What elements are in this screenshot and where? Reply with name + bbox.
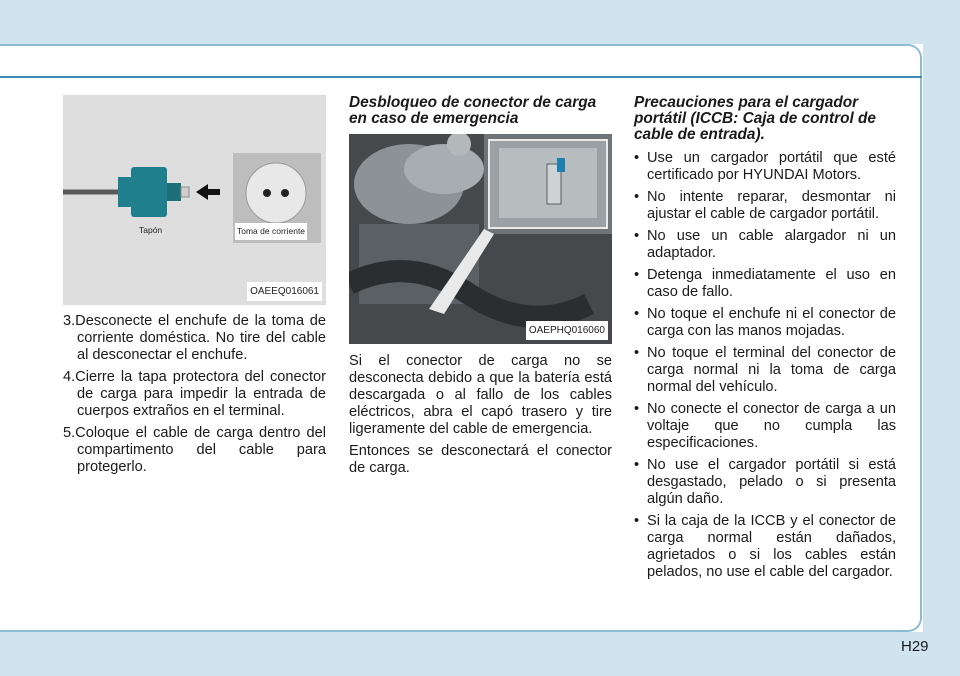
list-item-text: Detenga inmediatamente el uso en caso de fallo. — [647, 267, 896, 300]
list-item-text: No toque el terminal del conector de carga normal ni la toma de carga normal del vehículo. — [647, 345, 896, 395]
precautions-list — [634, 150, 896, 581]
bottom-band — [0, 632, 960, 676]
list-item — [634, 306, 896, 340]
column-2 — [349, 95, 612, 477]
list-item — [634, 267, 896, 301]
figure-code: OAEEQ016061 — [247, 282, 322, 301]
list-item — [634, 228, 896, 262]
page-number: H29 — [901, 638, 929, 655]
steps-list — [63, 313, 326, 476]
socket-label: Toma de corriente — [235, 223, 307, 240]
list-item-text: No toque el enchufe ni el conector de carga con las manos mojadas. — [647, 306, 896, 339]
list-item-text: No intente reparar, desmontar ni ajustar el cable de cargador portátil. — [647, 189, 896, 222]
list-item-text: No use un cable alargador ni un adaptador. — [647, 228, 896, 261]
bullet-icon: • — [634, 345, 640, 361]
bullet-icon: • — [634, 457, 640, 473]
bullet-icon: • — [634, 228, 640, 244]
list-item: 5.Coloque el cable de carga dentro del compartimento del cable para protegerlo. — [63, 425, 326, 475]
top-band — [0, 0, 960, 44]
engine-bay-illustration — [349, 134, 612, 344]
figure-code: OAEPHQ016060 — [526, 321, 608, 340]
list-item — [634, 457, 896, 508]
bullet-icon: • — [634, 267, 640, 283]
paragraph: Si el conector de carga no se desconecta debido a que la batería está descargada o al fallo de los cables eléctricos, abra el capó trasero y tire ligeramente del cable de emergencia. — [349, 353, 612, 437]
bullet-icon: • — [634, 150, 640, 166]
list-item: 3.Desconecte el enchufe de la toma de corriente doméstica. No tire del cable al desconectar el enchufe. — [63, 313, 326, 363]
bullet-icon: • — [634, 513, 640, 529]
list-item — [634, 513, 896, 581]
bullet-icon: • — [634, 306, 640, 322]
paragraph: Entonces se desconectará el conector de carga. — [349, 443, 612, 476]
plug-illustration — [63, 95, 326, 305]
list-item — [634, 401, 896, 452]
plug-label: Tapón — [139, 225, 163, 235]
engine-bay-figure — [349, 134, 612, 344]
bullet-icon: • — [634, 189, 640, 205]
right-band — [923, 0, 960, 676]
list-item-text: Use un cargador portátil que esté certificado por HYUNDAI Motors. — [647, 150, 896, 183]
list-item-text: No use el cargador portátil si está desgastado, pelado o si presenta algún daño. — [647, 457, 896, 507]
list-item-text: No conecte el conector de carga a un voltaje que no cumpla las especificaciones. — [647, 401, 896, 451]
bullet-icon: • — [634, 401, 640, 417]
section-heading: Desbloqueo de conector de carga en caso de emergencia — [349, 94, 597, 127]
section-heading: Precauciones para el cargador portátil (ICCB: Caja de control de cable de entrada). — [634, 94, 876, 143]
column-3 — [634, 95, 896, 586]
list-item-text: Si la caja de la ICCB y el conector de carga normal están dañados, agrietados o si los cables están pelados, no use el cable del cargador. — [647, 513, 896, 580]
column-1 — [63, 95, 326, 481]
list-item — [634, 345, 896, 396]
list-item: 4.Cierre la tapa protectora del conector de carga para impedir la entrada de cuerpos extraños en el terminal. — [63, 369, 326, 419]
header-rule — [0, 76, 922, 78]
list-item — [634, 189, 896, 223]
list-item — [634, 150, 896, 184]
plug-socket-figure — [63, 95, 326, 305]
